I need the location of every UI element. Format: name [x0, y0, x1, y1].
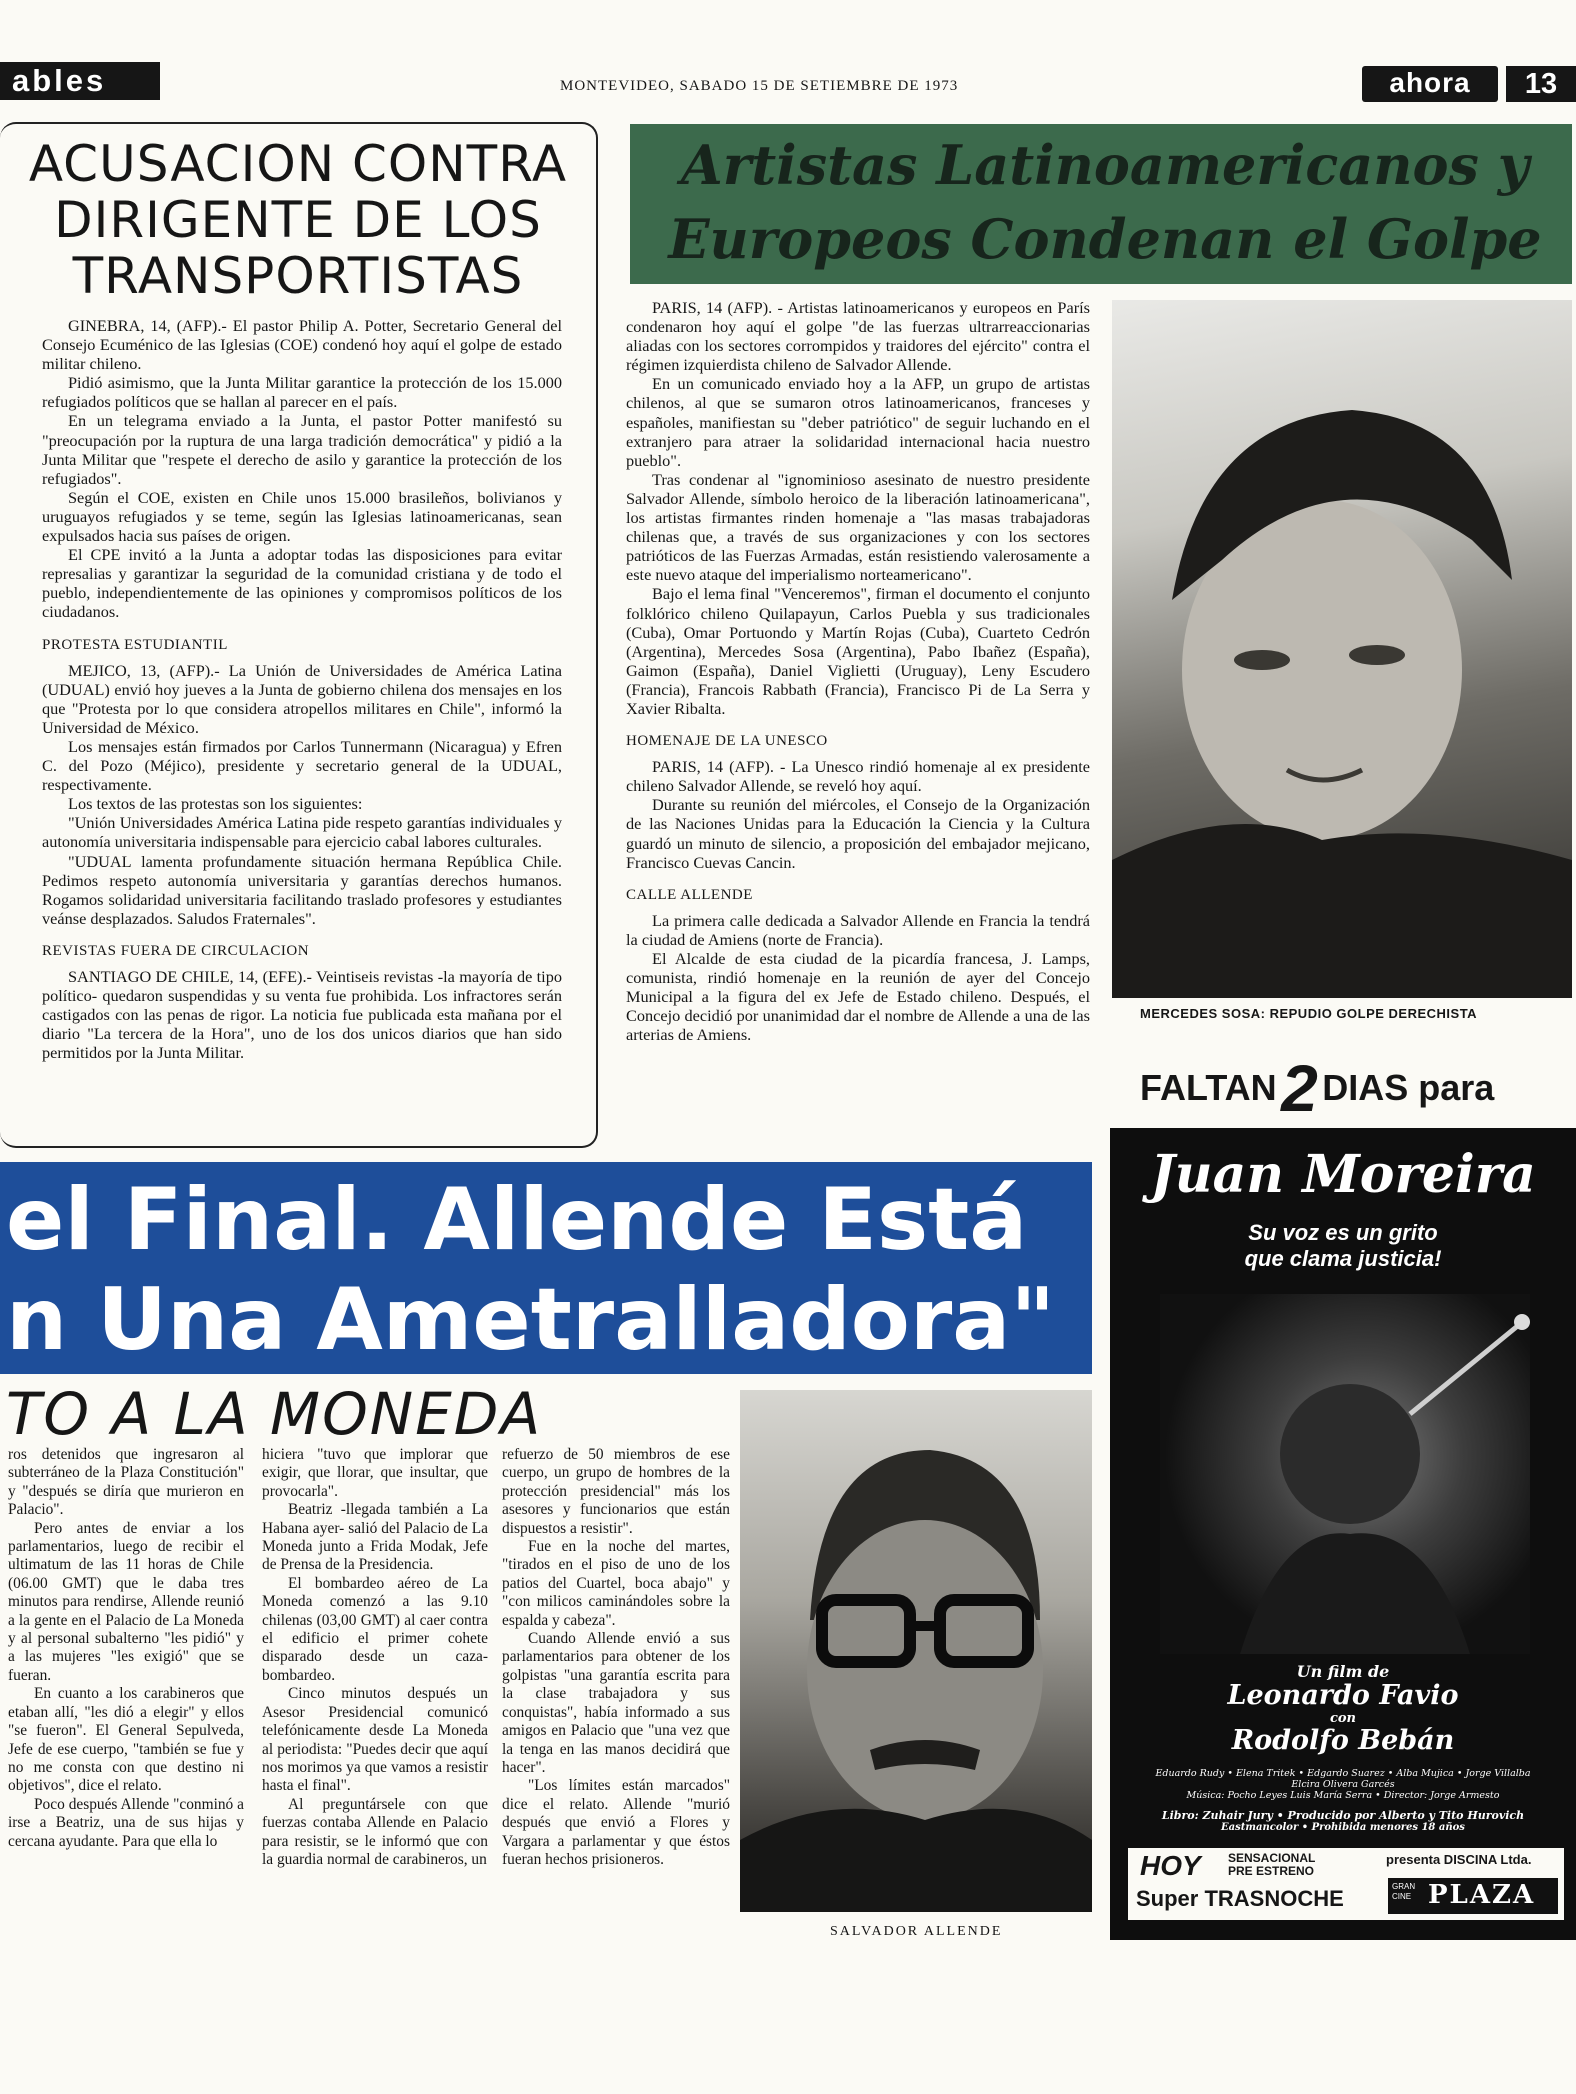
artists-article-body: [626, 298, 1090, 1044]
mercedes-sosa-photo: [1112, 300, 1572, 998]
paragraph: Los textos de las protestas son los siguientes:: [68, 794, 363, 814]
section-title: HOMENAJE DE LA UNESCO: [626, 733, 828, 750]
sensacional-line: SENSACIONAL: [1228, 1851, 1316, 1865]
headline-line: n Una Ametralladora": [6, 1270, 1056, 1370]
countdown-suffix: DIAS para: [1322, 1067, 1495, 1108]
left-article-headline: [8, 136, 588, 304]
paragraph: Beatriz -llegada también a La Habana ayer- salió del Palacio de La Moneda junto a Frida Modak, Jefe de Prensa de la Presidencia.: [262, 1501, 488, 1574]
sensacional-block: [1228, 1852, 1315, 1878]
plaza-logo: [1388, 1878, 1558, 1914]
portrait-silhouette: [740, 1390, 1092, 1912]
countdown-line: [1140, 1050, 1576, 1125]
rating-line: Eastmancolor • Prohibida menores 18 años: [1221, 1822, 1465, 1833]
paragraph: "Unión Universidades América Latina pide respeto garantías individuales y autonomía universitaria indispensable para ejercicio cabal labores culturales.: [42, 813, 562, 852]
director: Leonardo Favio: [1227, 1680, 1459, 1711]
super-trasnoche: Super TRASNOCHE: [1136, 1886, 1344, 1911]
cine-label: CINE: [1392, 1892, 1412, 1901]
tagline-line: que clama justicia!: [1244, 1246, 1442, 1271]
plaza-label: PLAZA: [1428, 1880, 1536, 1910]
main-subhead: TO A LA MONEDA: [6, 1380, 543, 1448]
section-title: REVISTAS FUERA DE CIRCULACION: [42, 942, 310, 959]
credits-line: Libro: Zuhair Jury • Producido por Alberto y Tito Hurovich: [1161, 1809, 1525, 1822]
left-article-body: [42, 316, 562, 1062]
page-number: 13: [1506, 66, 1576, 102]
con-label: con: [1329, 1711, 1357, 1726]
presenta-label: presenta DISCINA Ltda.: [1386, 1852, 1532, 1867]
countdown-number: 2: [1281, 1051, 1318, 1125]
headline-line: el Final. Allende Está: [6, 1170, 1028, 1270]
film-title: Juan Moreira: [1150, 1144, 1536, 1205]
paragraph: En un telegrama enviado a la Junta, el pastor Potter manifestó su "preocupación por la ruptura de una larga tradición democrática" y pidió a la Junta Militar que "respete el derecho de asilo y garantice la protección de los refugiados".: [42, 411, 562, 488]
paragraph: refuerzo de 50 miembros de ese cuerpo, un grupo de hombres de la protección presidencial" más los asesores y funcionarios que están dispuestos a resistir".: [502, 1446, 730, 1537]
paragraph: Poco después Allende "conminó a irse a Beatriz, una de sus hijas y cercana ayudante. Para que ella lo: [8, 1795, 244, 1850]
dateline: MONTEVIDEO, SABADO 15 DE SETIEMBRE DE 1973: [560, 78, 959, 94]
artists-headline: [640, 128, 1570, 276]
paragraph: Bajo el lema final "Venceremos", firman el documento el conjunto folklórico chileno Quilapayun, Carlos Puebla y sus tradicionales (Cuba), Omar Portuondo y Martín Rojas (Cuba), Cuarteto Cedrón (Argentina), Mercedes Sosa (Argentina), Pabo Ibañez (España), Gaimon (España), Daniel Viglietti (Uruguay), Leny Escudero (Francia), Francois Rabbath (Francia), Francisco Pi de La Serra y Xavier Ribalta.: [626, 584, 1090, 718]
main-column-3: [502, 1446, 730, 1869]
tagline: [1110, 1220, 1576, 1272]
paragraph: Cinco minutos después un Asesor Presidencial comunicó telefónicamente desde La Moneda al periodista: "Puedes decir que aquí nos morimos ya que vamos a resistir hasta el final".: [262, 1685, 488, 1795]
portrait-silhouette: [1112, 300, 1572, 998]
movie-ad: [1110, 1044, 1576, 1940]
paragraph: PARIS, 14 (AFP). - La Unesco rindió homenaje al ex presidente chileno Salvador Allende, se reveló hoy aquí.: [626, 757, 1090, 796]
paragraph: PARIS, 14 (AFP). - Artistas latinoamericanos y europeos en París condenaron hoy aquí el golpe "de las fuerzas ultrarreaccionarias aliadas con los sectores corrompidos y traidores del ejército" contra el régimen izquierdista chileno de Salvador Allende.: [626, 298, 1090, 375]
music-line: Música: Pocho Leyes Luis María Serra • Director: Jorge Armesto: [1186, 1790, 1500, 1801]
paragraph: Tras condenar al "ignominioso asesinato de nuestro presidente Salvador Allende, símbolo heroico de la liberación latinoamericana", los artistas firmantes rinden homenaje a "las masas trabajadoras chilenas que, a través de sus organizaciones y con los sectores patrióticos de las Fuerzas Armadas, están resistiendo valerosamente a este nuevo ataque del imperialismo norteamericano".: [626, 469, 1090, 585]
hoy-label: HOY: [1140, 1850, 1201, 1881]
main-column-2: [262, 1446, 488, 1869]
paragraph: Al preguntársele con que fuerzas contaba Allende en Palacio para resistir, se le informó que con la guardia normal de carabineros, un: [262, 1795, 488, 1868]
paragraph: El bombardeo aéreo de La Moneda comenzó a las 9.10 chilenas (03,00 GMT) al caer contra el edificio el primer cohete disparado desde un caza-bombardeo.: [262, 1574, 488, 1684]
gran-cine-stack: [1392, 1882, 1415, 1902]
paragraph: Según el COE, existen en Chile unos 15.000 brasileños, bolivianos y uruguayos refugiados y se teme, según las Iglesias latinoamericanas, sean expulsados hacia sus países de origen.: [42, 487, 562, 546]
countdown-prefix: FALTAN: [1140, 1067, 1277, 1108]
cast-line: Elcira Olivera Garcés: [1291, 1779, 1395, 1790]
section-title: PROTESTA ESTUDIANTIL: [42, 636, 228, 653]
gran-label: GRAN: [1392, 1882, 1416, 1891]
paragraph: Cuando Allende envió a sus parlamentarios para obtener de los golpistas "una garantía escrita para la clase trabajadora y sus conquistas", había informado a sus amigos en Palacio que "una vez que la tenga en las manos decidirá que hacer".: [502, 1630, 730, 1776]
headline-line: DIRIGENTE DE LOS: [54, 191, 542, 249]
actor-silhouette: [1160, 1294, 1530, 1654]
paragraph: Los mensajes están firmados por Carlos Tunnermann (Nicaragua) y Efren C. del Pozo (Méjico), presidente y secretario general de la UDUAL, respectivamente.: [42, 736, 562, 795]
film-credits-block: [1110, 1662, 1576, 1833]
headline-line: Artistas Latinoamericanos y: [680, 133, 1530, 197]
paragraph: Fue en la noche del martes, "tirados en el piso de uno de los patios del Cuartel, boca abajo" y "con milicos caminándoles sobre la espalda y cabeza".: [502, 1538, 730, 1629]
salvador-allende-photo: [740, 1390, 1092, 1912]
section-tag: ables: [0, 62, 160, 100]
section-title: CALLE ALLENDE: [626, 886, 753, 903]
paragraph: GINEBRA, 14, (AFP).- El pastor Philip A. Potter, Secretario General del Consejo Ecuménico de las Iglesias (COE) condenó hoy aquí el golpe de estado militar chileno.: [42, 316, 562, 374]
paragraph: hiciera "tuvo que implorar que exigir, que llorar, que insultar, que provocarla".: [262, 1446, 488, 1500]
paragraph: Durante su reunión del miércoles, el Consejo de la Organización de las Naciones Unidas para la Educación la Ciencia y la Cultura guardó un minuto de silencio, a proposición del embajador mejicano, Francisco Cuevas Cancin.: [626, 795, 1090, 872]
paragraph: El Alcalde de esta ciudad de la picardía francesa, J. Lamps, comunista, rindió homenaje en la reunión de ayer del Concejo Municipal a la figura del ex Jefe de Estado chileno. Después, el Concejo decidió por unanimidad dar el nombre de Allende a una de las arterias de Amiens.: [626, 949, 1090, 1045]
paragraph: El CPE invitó a la Junta a adoptar todas las disposiciones para evitar represalias y garantizar la seguridad de la comunidad cristiana y de todo el pueblo, independientemente de las opiniones y compromisos políticos de los ciudadanos.: [42, 545, 562, 622]
paragraph: En cuanto a los carabineros que etaban allí, "les dió a elegir" y ellos "se fueron". El General Sepulveda, Jefe de ese cuerpo, "también se fue y no me consta con que destino ni objetivos", dice el relato.: [8, 1685, 244, 1795]
paragraph: "UDUAL lamenta profundamente situación hermana República Chile. Pedimos respeto autonomía universitaria y garantías derechos humanos. Rogamos solidaridad universitaria facilitando traslado profesores y estudiantes veánse desplazados. Saludos Fraternales".: [42, 851, 562, 928]
paragraph: Pero antes de enviar a los parlamentarios, luego de recibir el ultimatum de las 11 horas de Chile (06.00 GMT) que le daba tres minutos para rendirse, Allende reunió a la gente en el Palacio de La Moneda y al personal subalterno "les pidió" y a las mujeres "les exigió" que se fueran.: [8, 1519, 244, 1684]
tagline-line: Su voz es un grito: [1248, 1220, 1438, 1245]
main-headline: [0, 1170, 1092, 1370]
ad-footer: [1128, 1848, 1564, 1920]
paragraph: En un comunicado enviado hoy a la AFP, un grupo de artistas chilenos, al que se sumaron otros latinoamericanos, franceses y españoles, manifiestan su "deber patriótico" de seguir luchando en el extranjero para atraer la solidaridad internacional hacia nuestro pueblo".: [626, 374, 1090, 470]
main-column-1: [8, 1446, 244, 1851]
star: Rodolfo Bebán: [1231, 1725, 1455, 1756]
headline-line: Europeos Condenan el Golpe: [668, 207, 1542, 271]
paragraph: MEJICO, 13, (AFP).- La Unión de Universidades de América Latina (UDUAL) envió hoy jueves a la Junta de gobierno chilena dos mensajes en los que "Protesta por lo que considera atropellos militares en Chile", informó la Universidad de México.: [42, 660, 562, 737]
paragraph: "Los límites están marcados" dice el relato. Allende "murió después que envió a Flores y Vargara a parlamentar y que éstos fueran hechos prisioneros.: [502, 1777, 730, 1868]
paragraph: La primera calle dedicada a Salvador Allende en Francia la tendrá la ciudad de Amiens (norte de Francia).: [626, 910, 1090, 949]
paragraph: Pidió asimismo, que la Junta Militar garantice la protección de los 15.000 refugiados políticos que se hallan al parecer en el país.: [42, 373, 562, 412]
paper-name: ahora: [1362, 66, 1498, 102]
film-by: Un film de: [1296, 1662, 1390, 1681]
sensacional-line: PRE ESTRENO: [1228, 1864, 1315, 1878]
mercedes-sosa-caption: MERCEDES SOSA: REPUDIO GOLPE DERECHISTA: [1140, 1006, 1478, 1021]
cast-line: Eduardo Rudy • Elena Tritek • Edgardo Suarez • Alba Mujica • Jorge Villalba: [1155, 1768, 1531, 1779]
paragraph: ros detenidos que ingresaron al subterráneo de la Plaza Constitución" y "después se diría que murieron en Palacio".: [8, 1446, 244, 1519]
salvador-allende-caption: SALVADOR ALLENDE: [830, 1924, 1003, 1939]
headline-line: ACUSACION CONTRA: [28, 135, 568, 193]
headline-line: TRANSPORTISTAS: [72, 247, 524, 305]
paragraph: SANTIAGO DE CHILE, 14, (EFE).- Veintiseis revistas -la mayoría de tipo político- quedaron suspendidas y su venta fue prohibida. Los infractores serán castigados con las penas de rigor. La noticia fue publicada esta mañana por el diario "La tercera de la Hora", uno de los dos unicos diarios que han sido permitidos por la Junta Militar.: [42, 967, 562, 1063]
film-still: [1160, 1294, 1530, 1654]
